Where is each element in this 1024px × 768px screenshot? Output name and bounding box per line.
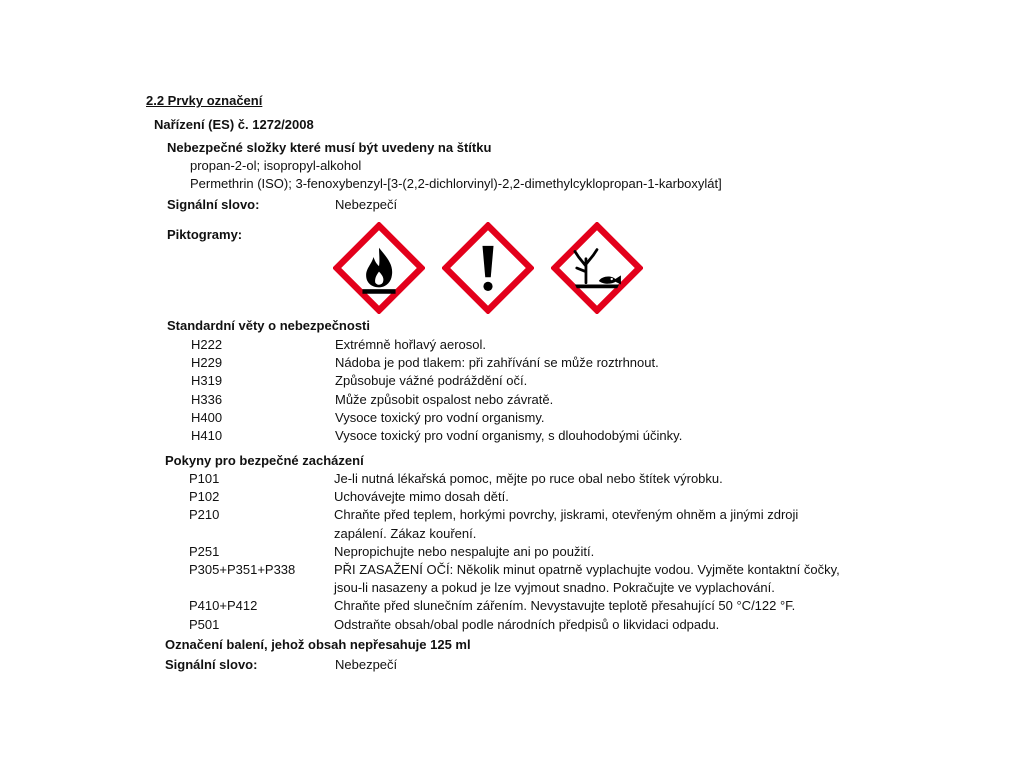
precaution-code: P410+P412 [189, 598, 258, 614]
precaution-text: Chraňte před teplem, horkými povrchy, jiskrami, otevřeným ohněm a jinými zdroji [334, 507, 799, 523]
hazard-statements-heading: Standardní věty o nebezpečnosti [167, 318, 370, 333]
section-title: 2.2 Prvky označení [146, 93, 263, 108]
precaution-text: Nepropichujte nebo nespalujte ani po použití. [334, 543, 595, 559]
precaution-text: zapálení. Zákaz kouření. [334, 525, 477, 541]
hazard-text: Vysoce toxický pro vodní organismy. [335, 409, 545, 425]
signal-word-value: Nebezpečí [335, 197, 398, 212]
precaution-text: Je-li nutná lékařská pomoc, mějte po ruce obal nebo štítek výrobku. [334, 471, 723, 486]
precaution-code: P210 [189, 507, 220, 523]
hazardous-component-item: propan-2-ol; isopropyl-alkohol [190, 158, 362, 173]
small-package-heading: Označení balení, jehož obsah nepřesahuje 125 ml [165, 637, 471, 652]
precaution-code: P102 [189, 489, 220, 505]
small-package-signal-word-label: Signální slovo: [165, 657, 258, 672]
hazard-text: Vysoce toxický pro vodní organismy, s dlouhodobými účinky. [335, 428, 683, 443]
precaution-text: jsou-li nasazeny a pokud je lze vyjmout snadno. Pokračujte ve vyplachování. [334, 580, 775, 596]
small-package-signal-word-value: Nebezpečí [335, 657, 398, 672]
hazard-text: Může způsobit ospalost nebo závratě. [335, 391, 554, 407]
hazard-text: Nádoba je pod tlakem: při zahřívání se může roztrhnout. [335, 355, 659, 371]
hazard-text: Extrémně hořlavý aerosol. [335, 337, 487, 352]
precaution-text: Chraňte před slunečním zářením. Nevystavujte teplotě přesahující 50 °C/122 °F. [334, 598, 796, 614]
precaution-code: P101 [189, 471, 220, 486]
hazard-text: Způsobuje vážné podráždění očí. [335, 373, 528, 389]
hazard-code: H400 [191, 409, 223, 425]
precaution-code: P501 [189, 616, 220, 632]
regulation-heading: Nařízení (ES) č. 1272/2008 [154, 117, 314, 132]
precaution-code: P251 [189, 543, 220, 559]
exclamation-mark-icon [442, 222, 534, 314]
flame-icon [333, 222, 425, 314]
signal-word-label: Signální slovo: [167, 197, 260, 212]
hazardous-component-item: Permethrin (ISO); 3-fenoxybenzyl-[3-(2,2-dichlorvinyl)-2,2-dimethylcyklopropan-1-karboxylát] [190, 176, 722, 191]
hazardous-components-heading: Nebezpečné složky které musí být uvedeny na štítku [167, 140, 492, 155]
environment-icon [551, 222, 643, 314]
precaution-text: Odstraňte obsah/obal podle národních předpisů o likvidaci odpadu. [334, 616, 720, 632]
precaution-text: PŘI ZASAŽENÍ OČÍ: Několik minut opatrně vyplachujte vodou. Vyjměte kontaktní čočky, [334, 562, 840, 577]
precaution-text: Uchovávejte mimo dosah dětí. [334, 489, 509, 505]
hazard-code: H319 [191, 373, 223, 389]
hazard-code: H229 [191, 355, 223, 371]
hazard-code: H336 [191, 391, 223, 407]
pictograms-label: Piktogramy: [167, 227, 243, 242]
precaution-code: P305+P351+P338 [189, 562, 296, 577]
hazard-code: H222 [191, 337, 223, 352]
precautionary-statements-heading: Pokyny pro bezpečné zacházení [165, 453, 364, 468]
hazard-code: H410 [191, 428, 223, 443]
